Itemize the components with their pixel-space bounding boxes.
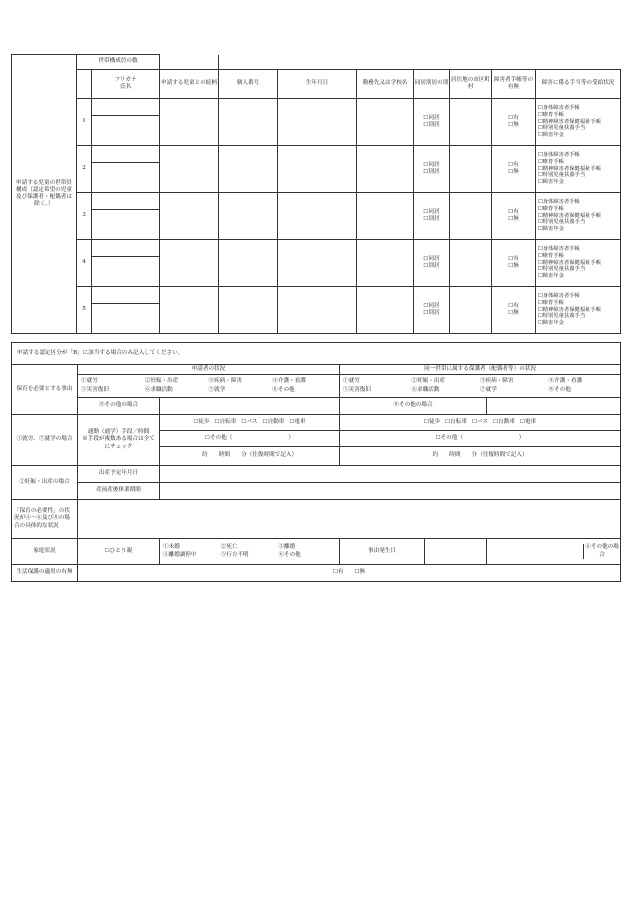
necessity-label: 「保育の必要性」の状況が④～⑥及び⑧の場合の具体的な状況 [12, 500, 78, 539]
disability-card-options[interactable]: ☐有 ☐無 [492, 99, 536, 146]
applicant-header: 申請者の状況 [78, 365, 340, 375]
applicant-commute-time[interactable]: 約 時間 分（往復時間で記入） [160, 447, 340, 466]
row-number: 5 [77, 287, 92, 334]
disability-benefit-options[interactable]: ☐身体障害者手帳 ☐療育手帳 ☐精神障害者保健福祉手帳 ☐特別児童扶養手当 ☐障害年金 [536, 146, 621, 193]
header-disability-benefit: 障害に係る手当等の受給状況 [536, 70, 621, 99]
family-status-label: 家庭状況 [12, 539, 78, 565]
workplace-input[interactable] [357, 287, 414, 334]
name-input[interactable] [92, 210, 160, 240]
my-number-input[interactable] [219, 240, 278, 287]
row-number: 1 [77, 99, 92, 146]
residence-input[interactable] [450, 146, 492, 193]
furigana-input[interactable] [92, 99, 160, 116]
other-other-case-input[interactable] [487, 398, 621, 415]
welfare-options[interactable]: ☐有 ☐無 [78, 565, 621, 582]
header-name: フリガナ 氏名 [92, 70, 160, 99]
name-input[interactable] [92, 304, 160, 334]
commute-label: 通勤（通学）手段／時間 ※手段が複数ある場合は全てにチェック [78, 415, 160, 466]
single-parent-checkbox[interactable]: ☐ひとり親 [78, 539, 160, 565]
applicant-other-case-label: ⑧その他の場合 [78, 398, 160, 415]
household-count-input[interactable] [160, 55, 219, 70]
my-number-input[interactable] [219, 146, 278, 193]
event-date-input[interactable] [425, 539, 487, 565]
furigana-input[interactable] [92, 146, 160, 163]
other-transport-other[interactable]: ☐その他（ ） [340, 431, 621, 447]
row-number: 2 [77, 146, 92, 193]
other-reason-options[interactable]: ①就労 ②妊娠・出産 ③疾病・障害 ④介護・看護 ⑤災害復旧 ⑥求職活動 ⑦就学 ⑧その他 [340, 375, 621, 398]
row-number: 3 [77, 193, 92, 240]
relation-input[interactable] [160, 99, 219, 146]
other-other-case-label: ⑧その他の場合 [340, 398, 487, 415]
birthdate-input[interactable] [278, 146, 357, 193]
household-side-label: 申請する児童の世帯員構成（認定希望の児童及び保護者・配偶者は除く。） [12, 55, 77, 334]
family-other-cell[interactable] [487, 539, 621, 565]
disability-benefit-options[interactable]: ☐身体障害者手帳 ☐療育手帳 ☐精神障害者保健福祉手帳 ☐特別児童扶養手当 ☐障害年金 [536, 240, 621, 287]
residence-input[interactable] [450, 240, 492, 287]
header-disability-card: 障害者手帳等の有無 [492, 70, 536, 99]
cohabitation-options[interactable]: ☐同居 ☐別居 [414, 240, 450, 287]
relation-input[interactable] [160, 287, 219, 334]
disability-benefit-options[interactable]: ☐身体障害者手帳 ☐療育手帳 ☐精神障害者保健福祉手帳 ☐特別児童扶養手当 ☐障害年金 [536, 193, 621, 240]
certification-table [11, 342, 621, 582]
event-date-label: 事由発生日 [340, 539, 425, 565]
workplace-input[interactable] [357, 240, 414, 287]
header-cohabitation: 同居別居の別 [414, 70, 450, 99]
furigana-input[interactable] [92, 287, 160, 304]
applicant-other-case-input[interactable] [160, 398, 340, 415]
disability-benefit-options[interactable]: ☐身体障害者手帳 ☐療育手帳 ☐精神障害者保健福祉手帳 ☐特別児童扶養手当 ☐障害年金 [536, 287, 621, 334]
workplace-input[interactable] [357, 193, 414, 240]
cohabitation-options[interactable]: ☐同居 ☐別居 [414, 99, 450, 146]
header-workplace: 勤務先又は学校名 [357, 70, 414, 99]
disability-card-options[interactable]: ☐有 ☐無 [492, 240, 536, 287]
row-number: 4 [77, 240, 92, 287]
disability-card-options[interactable]: ☐有 ☐無 [492, 193, 536, 240]
disability-card-options[interactable]: ☐有 ☐無 [492, 287, 536, 334]
member-row [12, 99, 621, 116]
birthdate-input[interactable] [278, 287, 357, 334]
residence-input[interactable] [450, 193, 492, 240]
pregnancy-label: ②妊娠・出産の場合 [12, 466, 78, 500]
cohabitation-options[interactable]: ☐同居 ☐別居 [414, 193, 450, 240]
birthdate-input[interactable] [278, 193, 357, 240]
due-date-input[interactable] [160, 466, 621, 483]
my-number-input[interactable] [219, 287, 278, 334]
name-input[interactable] [92, 257, 160, 287]
header-residence: 居住地の市区町村 [450, 70, 492, 99]
my-number-input[interactable] [219, 193, 278, 240]
household-table [11, 54, 621, 334]
my-number-input[interactable] [219, 99, 278, 146]
member-row [12, 287, 621, 304]
other-commute-time[interactable]: 約 時間 分（往復時間で記入） [340, 447, 621, 466]
family-status-options[interactable]: ①未婚 ②死亡 ③離婚 ④離婚調停中 ⑤行方不明 ⑥その他 [160, 539, 340, 565]
applicant-transport-other[interactable]: ☐その他（ ） [160, 431, 340, 447]
member-row [12, 146, 621, 163]
disability-benefit-options[interactable]: ☐身体障害者手帳 ☐療育手帳 ☐精神障害者保健福祉手帳 ☐特別児童扶養手当 ☐障害年金 [536, 99, 621, 146]
cohabitation-options[interactable]: ☐同居 ☐別居 [414, 146, 450, 193]
welfare-label: 生活保護の適用の有無 [12, 565, 78, 582]
header-relation: 申請する児童との続柄 [160, 70, 219, 99]
name-input[interactable] [92, 163, 160, 193]
relation-input[interactable] [160, 240, 219, 287]
member-row [12, 193, 621, 210]
other-guardian-header: 同一世帯に属する保護者（配偶者等）の状況 [340, 365, 621, 375]
member-row [12, 240, 621, 257]
workplace-input[interactable] [357, 146, 414, 193]
other-transport-options[interactable]: ☐徒歩 ☐自転車 ☐バス ☐自動車 ☐電車 [340, 415, 621, 431]
birthdate-input[interactable] [278, 99, 357, 146]
workplace-input[interactable] [357, 99, 414, 146]
leave-period-label: 産前産後休業期間 [78, 483, 160, 500]
disability-card-options[interactable]: ☐有 ☐無 [492, 146, 536, 193]
header-birthdate: 生年月日 [278, 70, 357, 99]
relation-input[interactable] [160, 146, 219, 193]
applicant-reason-options[interactable]: ①就労 ②妊娠・出産 ③疾病・障害 ④介護・看護 ⑤災害復旧 ⑥求職活動 ⑦就学 ⑧その他 [78, 375, 340, 398]
work-study-label: ①就労、⑦就学の場合 [12, 415, 78, 466]
furigana-input[interactable] [92, 240, 160, 257]
header-my-number: 個人番号 [219, 70, 278, 99]
applicant-transport-options[interactable]: ☐徒歩 ☐自転車 ☐バス ☐自動車 ☐電車 [160, 415, 340, 431]
residence-input[interactable] [450, 287, 492, 334]
furigana-input[interactable] [92, 193, 160, 210]
due-date-label: 出産予定年月日 [78, 466, 160, 483]
household-count-label: 世帯構成員の数 [77, 55, 160, 70]
family-other-label: ⑥その他の場合 [583, 544, 620, 558]
name-input[interactable] [92, 116, 160, 146]
residence-input[interactable] [450, 99, 492, 146]
necessity-input[interactable] [78, 500, 621, 539]
reason-label: 保育を必要とする事由 [12, 365, 78, 415]
relation-input[interactable] [160, 193, 219, 240]
leave-period-input[interactable] [160, 483, 621, 500]
cohabitation-options[interactable]: ☐同居 ☐別居 [414, 287, 450, 334]
section-title: 申請する認定区分が「B」に該当する場合のみ記入してください。 [12, 343, 621, 365]
birthdate-input[interactable] [278, 240, 357, 287]
